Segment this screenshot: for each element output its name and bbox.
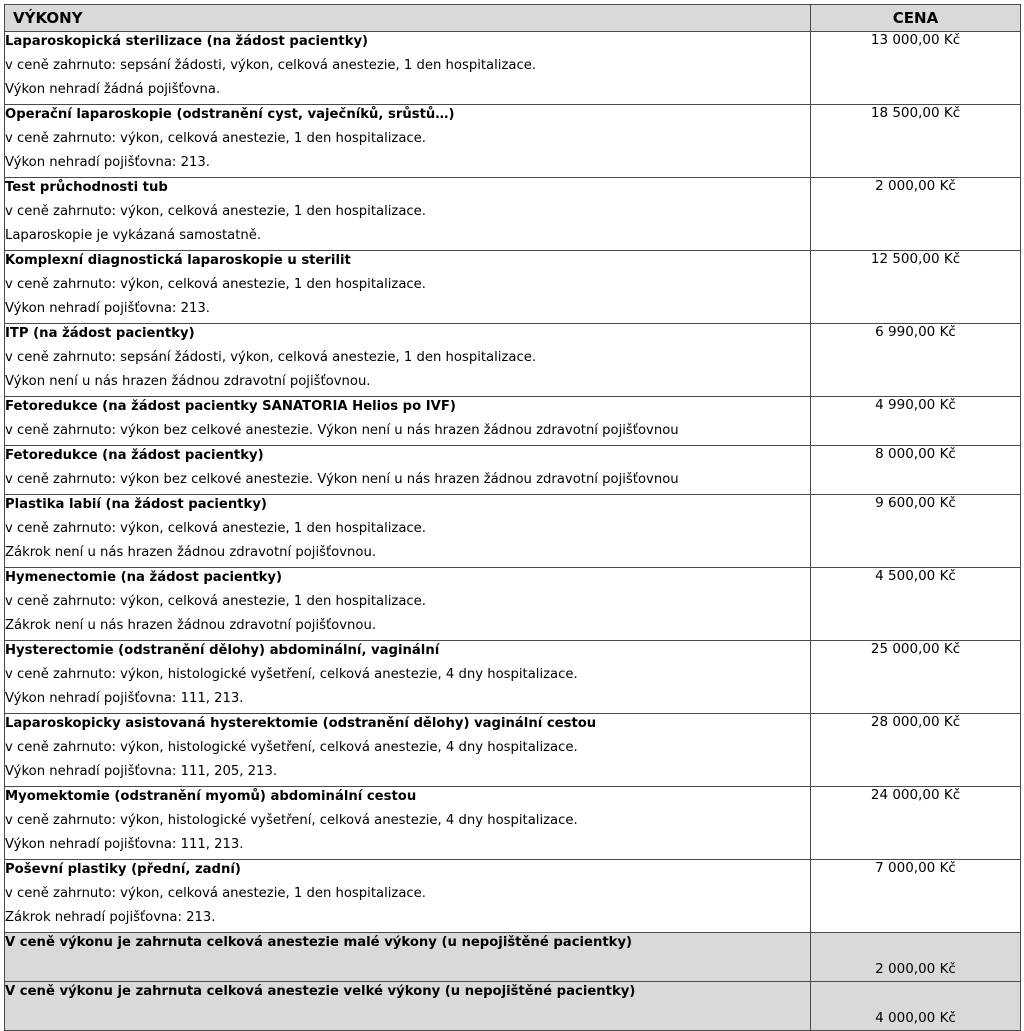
service-included: v ceně zahrnuto: výkon bez celkové anestezie. Výkon není u nás hrazen žádnou zdravotní pojišťovnou	[5, 472, 679, 487]
service-included: v ceně zahrnuto: sepsání žádosti, výkon, celková anestezie, 1 den hospitalizace.	[5, 58, 537, 73]
header-services: VÝKONY	[5, 5, 811, 32]
table-row	[5, 324, 1021, 397]
summary-row	[5, 982, 1021, 1031]
service-price: 24 000,00 Kč	[811, 787, 1021, 860]
summary-spacer	[5, 957, 810, 981]
table-row	[5, 32, 1021, 105]
service-note: Výkon nehradí pojišťovna: 213.	[5, 155, 210, 170]
service-description	[5, 787, 811, 860]
service-title: Hymenectomie (na žádost pacientky)	[5, 570, 283, 585]
service-title: Hysterectomie (odstranění dělohy) abdominální, vaginální	[5, 643, 440, 658]
table-row	[5, 714, 1021, 787]
table-header-row	[5, 5, 1021, 32]
service-description	[5, 178, 811, 251]
service-title: Poševní plastiky (přední, zadní)	[5, 862, 241, 877]
table-row	[5, 860, 1021, 933]
service-title: Fetoredukce (na žádost pacientky SANATORIA Helios po IVF)	[5, 399, 456, 414]
service-title: Fetoredukce (na žádost pacientky)	[5, 448, 264, 463]
service-note: Výkon nehradí pojišťovna: 111, 205, 213.	[5, 764, 278, 779]
service-note: Výkon není u nás hrazen žádnou zdravotní pojišťovnou.	[5, 374, 371, 389]
service-description	[5, 105, 811, 178]
summary-price: 4 000,00 Kč	[811, 982, 1021, 1031]
summary-text: V ceně výkonu je zahrnuta celková anestezie velké výkony (u nepojištěné pacientky)	[5, 984, 636, 999]
table-row	[5, 105, 1021, 178]
service-price: 2 000,00 Kč	[811, 178, 1021, 251]
service-title: Laparoskopická sterilizace (na žádost pacientky)	[5, 34, 369, 49]
service-description	[5, 860, 811, 933]
service-note: Výkon nehradí pojišťovna: 111, 213.	[5, 691, 244, 706]
service-note: Výkon nehradí pojišťovna: 111, 213.	[5, 837, 244, 852]
service-included: v ceně zahrnuto: výkon, celková anestezie, 1 den hospitalizace.	[5, 521, 426, 536]
service-included: v ceně zahrnuto: výkon, celková anestezie, 1 den hospitalizace.	[5, 886, 426, 901]
service-description	[5, 714, 811, 787]
service-included: v ceně zahrnuto: výkon, celková anestezie, 1 den hospitalizace.	[5, 277, 426, 292]
service-price: 6 990,00 Kč	[811, 324, 1021, 397]
service-description	[5, 251, 811, 324]
service-description	[5, 641, 811, 714]
service-description	[5, 324, 811, 397]
service-note: Zákrok není u nás hrazen žádnou zdravotní pojišťovnou.	[5, 618, 377, 633]
service-note: Zákrok nehradí pojišťovna: 213.	[5, 910, 216, 925]
service-price: 13 000,00 Kč	[811, 32, 1021, 105]
service-title: Operační laparoskopie (odstranění cyst, vaječníků, srůstů…)	[5, 107, 455, 122]
table-row	[5, 641, 1021, 714]
service-description	[5, 568, 811, 641]
summary-price: 2 000,00 Kč	[811, 933, 1021, 982]
service-included: v ceně zahrnuto: výkon, celková anestezie, 1 den hospitalizace.	[5, 594, 426, 609]
service-included: v ceně zahrnuto: výkon bez celkové anestezie. Výkon není u nás hrazen žádnou zdravotní pojišťovnou	[5, 423, 679, 438]
service-included: v ceně zahrnuto: výkon, histologické vyšetření, celková anestezie, 4 dny hospitalizace.	[5, 740, 578, 755]
service-included: v ceně zahrnuto: výkon, celková anestezie, 1 den hospitalizace.	[5, 131, 426, 146]
service-price: 28 000,00 Kč	[811, 714, 1021, 787]
service-description	[5, 446, 811, 495]
table-row	[5, 178, 1021, 251]
table-row	[5, 251, 1021, 324]
summary-text: V ceně výkonu je zahrnuta celková anestezie malé výkony (u nepojištěné pacientky)	[5, 935, 633, 950]
service-description	[5, 495, 811, 568]
service-note: Laparoskopie je vykázaná samostatně.	[5, 228, 262, 243]
header-price: CENA	[811, 5, 1021, 32]
service-note: Zákrok není u nás hrazen žádnou zdravotní pojišťovnou.	[5, 545, 377, 560]
service-note: Výkon nehradí pojišťovna: 213.	[5, 301, 210, 316]
service-title: Test průchodnosti tub	[5, 180, 168, 195]
service-included: v ceně zahrnuto: výkon, histologické vyšetření, celková anestezie, 4 dny hospitalizace.	[5, 667, 578, 682]
service-title: Plastika labií (na žádost pacientky)	[5, 497, 267, 512]
summary-spacer	[5, 1006, 810, 1030]
service-price: 12 500,00 Kč	[811, 251, 1021, 324]
service-note: Výkon nehradí žádná pojišťovna.	[5, 82, 221, 97]
service-price: 8 000,00 Kč	[811, 446, 1021, 495]
service-price: 7 000,00 Kč	[811, 860, 1021, 933]
service-price: 18 500,00 Kč	[811, 105, 1021, 178]
summary-description	[5, 982, 811, 1031]
table-row	[5, 446, 1021, 495]
service-description	[5, 397, 811, 446]
price-list-table	[4, 4, 1021, 1031]
summary-description	[5, 933, 811, 982]
service-price: 4 990,00 Kč	[811, 397, 1021, 446]
summary-row	[5, 933, 1021, 982]
service-price: 9 600,00 Kč	[811, 495, 1021, 568]
service-title: Myomektomie (odstranění myomů) abdominální cestou	[5, 789, 417, 804]
service-included: v ceně zahrnuto: výkon, celková anestezie, 1 den hospitalizace.	[5, 204, 426, 219]
service-title: ITP (na žádost pacientky)	[5, 326, 195, 341]
service-price: 25 000,00 Kč	[811, 641, 1021, 714]
service-title: Komplexní diagnostická laparoskopie u sterilit	[5, 253, 351, 268]
service-included: v ceně zahrnuto: výkon, histologické vyšetření, celková anestezie, 4 dny hospitalizace.	[5, 813, 578, 828]
table-row	[5, 568, 1021, 641]
table-row	[5, 495, 1021, 568]
service-title: Laparoskopicky asistovaná hysterektomie (odstranění dělohy) vaginální cestou	[5, 716, 597, 731]
table-row	[5, 397, 1021, 446]
table-row	[5, 787, 1021, 860]
service-description	[5, 32, 811, 105]
service-price: 4 500,00 Kč	[811, 568, 1021, 641]
service-included: v ceně zahrnuto: sepsání žádosti, výkon, celková anestezie, 1 den hospitalizace.	[5, 350, 537, 365]
